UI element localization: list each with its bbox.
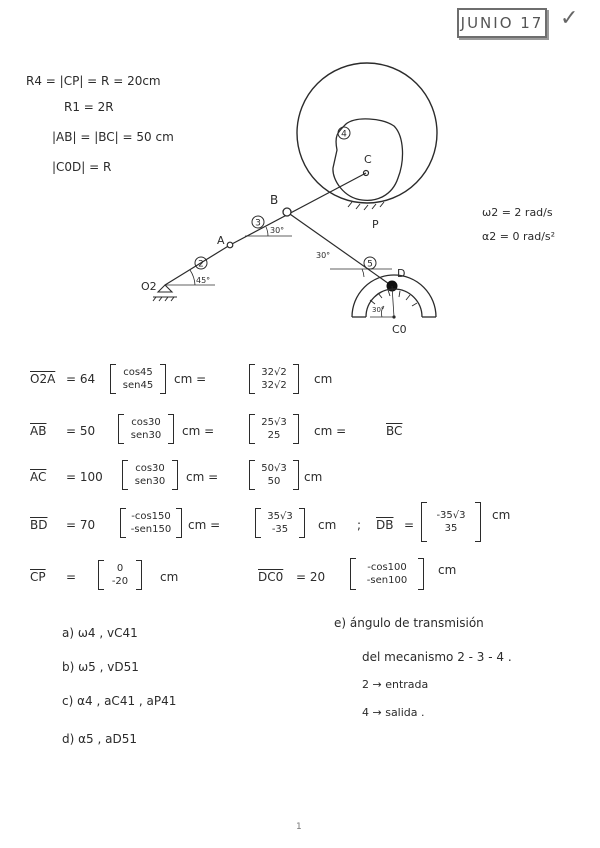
omega2-value: ω2 = 2 rad/s <box>482 206 553 219</box>
vector-db-name: $\overline{DB}$ <box>376 518 394 532</box>
arc-30-b <box>266 227 268 236</box>
vector-ab-name: $\overline{AB}$ <box>30 424 47 438</box>
wheel-outer-circle <box>297 63 437 203</box>
matrix-entry: -sen150 <box>130 524 172 535</box>
given-line-3: |AB| = |BC| = 50 cm <box>52 130 174 144</box>
matrix-entry: 25 <box>267 430 281 441</box>
vector-o2a-matrix <box>117 364 159 394</box>
joint-a <box>227 242 233 248</box>
vector-ac-name: $\overline{AC}$ <box>30 470 47 484</box>
vector-cp-unit: cm <box>160 570 179 584</box>
matrix-entry: -35√3 <box>436 510 466 521</box>
point-c0 <box>392 315 395 318</box>
matrix-entry: -cos100 <box>367 562 407 573</box>
page-mark: 1 <box>296 822 302 832</box>
vector-cp-matrix <box>105 560 135 590</box>
vector-bd-name: $\overline{BD}$ <box>30 518 48 532</box>
vector-cp-name: $\overline{CP}$ <box>30 570 46 584</box>
matrix-entry: sen30 <box>134 476 166 487</box>
matrix-entry: cos30 <box>135 463 165 474</box>
label-d: D <box>397 267 406 280</box>
matrix-entry: sen45 <box>122 380 154 391</box>
matrix-entry: 25√3 <box>261 417 287 428</box>
vector-bd-unit: cm = <box>188 518 221 532</box>
matrix-entry: -sen100 <box>366 575 408 586</box>
vector-bc-name: $\overline{BC}$ <box>386 424 403 438</box>
check-mark-icon: ✓ <box>560 6 579 31</box>
question-e-line-2: del mecanismo 2 - 3 - 4 . <box>362 650 512 664</box>
date-stamp: JUNIO 17 <box>457 8 547 38</box>
question-b: b) ω5 , vD51 <box>62 660 139 674</box>
link-label-5: 5 <box>367 259 373 270</box>
vector-db-equals: = <box>404 518 415 532</box>
link-label-2: 2 <box>198 259 204 270</box>
label-p: P <box>372 218 379 231</box>
joint-b <box>283 208 291 216</box>
vector-bd-matrix <box>127 508 175 538</box>
matrix-entry: -cos150 <box>131 511 171 522</box>
label-a: A <box>217 234 225 247</box>
vector-o2a-runit: cm <box>314 372 333 386</box>
vector-ac-unit: cm = <box>186 470 219 484</box>
label-c: C <box>364 153 372 166</box>
matrix-entry: 50 <box>267 476 281 487</box>
vector-db-result <box>428 502 474 542</box>
arc-45 <box>190 270 195 285</box>
given-line-4: |C0D| = R <box>52 160 112 174</box>
vector-dc0-unit: cm <box>438 563 457 577</box>
vector-bd-result <box>262 508 298 538</box>
matrix-entry: 32√2 <box>261 367 287 378</box>
matrix-entry: 32√2 <box>261 380 287 391</box>
angle-label-30-d: 30° <box>316 251 331 260</box>
matrix-entry: cos45 <box>123 367 153 378</box>
angle-label-30-c0: 30° <box>372 306 385 314</box>
vector-ac-runit: cm <box>304 470 323 484</box>
vector-ac-matrix <box>129 460 171 490</box>
label-c0: C0 <box>392 323 407 336</box>
vector-o2a-unit: cm = <box>174 372 207 386</box>
link-label-3: 3 <box>255 218 261 229</box>
angle-label-45: 45° <box>196 276 211 285</box>
vector-ab-coef: = 50 <box>66 424 96 438</box>
vector-o2a-coef: = 64 <box>66 372 96 386</box>
vector-ab-matrix <box>125 414 167 444</box>
vector-o2a-result <box>256 364 292 394</box>
mechanism-diagram <box>0 0 600 340</box>
matrix-entry: -35 <box>271 524 289 535</box>
given-line-2: R1 = 2R <box>64 100 114 114</box>
vector-dc0-coef: = 20 <box>296 570 326 584</box>
vector-ac-result <box>256 460 292 490</box>
vector-db-unit: cm <box>492 508 511 522</box>
question-a: a) ω4 , vC41 <box>62 626 138 640</box>
link-3 <box>230 173 366 245</box>
matrix-entry: 50√3 <box>261 463 287 474</box>
vector-bd-coef: = 70 <box>66 518 96 532</box>
matrix-entry: 35 <box>444 523 458 534</box>
matrix-entry: cos30 <box>131 417 161 428</box>
ground-o2-hatch <box>153 297 177 301</box>
vector-bd-runit: cm <box>318 518 337 532</box>
vector-dc0-matrix <box>357 558 417 590</box>
question-e-line-4: 4 → salida . <box>362 706 425 719</box>
label-b: B <box>270 193 279 207</box>
vector-ac-coef: = 100 <box>66 470 103 484</box>
angle-label-30-b: 30° <box>270 226 285 235</box>
given-line-1: R4 = |CP| = R = 20cm <box>26 74 161 88</box>
matrix-entry: 0 <box>116 563 124 574</box>
question-d: d) α5 , aD51 <box>62 732 137 746</box>
vector-cp-coef: = <box>66 570 77 584</box>
vector-ab-result <box>256 414 292 444</box>
question-c: c) α4 , aC41 , aP41 <box>62 694 177 708</box>
vector-ab-runit: cm = <box>314 424 347 438</box>
ground-o2 <box>158 285 172 292</box>
matrix-entry: sen30 <box>130 430 162 441</box>
matrix-entry: -20 <box>111 576 129 587</box>
question-e-line-1: e) ángulo de transmisión <box>334 616 484 630</box>
vector-dc0-name: DC0 <box>258 570 284 584</box>
matrix-entry: 35√3 <box>267 511 293 522</box>
vector-ab-unit: cm = <box>182 424 215 438</box>
arc-30-d <box>362 269 364 277</box>
vector-o2a-name: O2A <box>30 372 56 386</box>
link-label-4: 4 <box>341 129 347 140</box>
question-e-line-3: 2 → entrada <box>362 678 429 691</box>
alpha2-value: α2 = 0 rad/s² <box>482 230 556 243</box>
vector-bd-separator: ; <box>357 518 362 532</box>
label-o2: O2 <box>141 280 157 293</box>
